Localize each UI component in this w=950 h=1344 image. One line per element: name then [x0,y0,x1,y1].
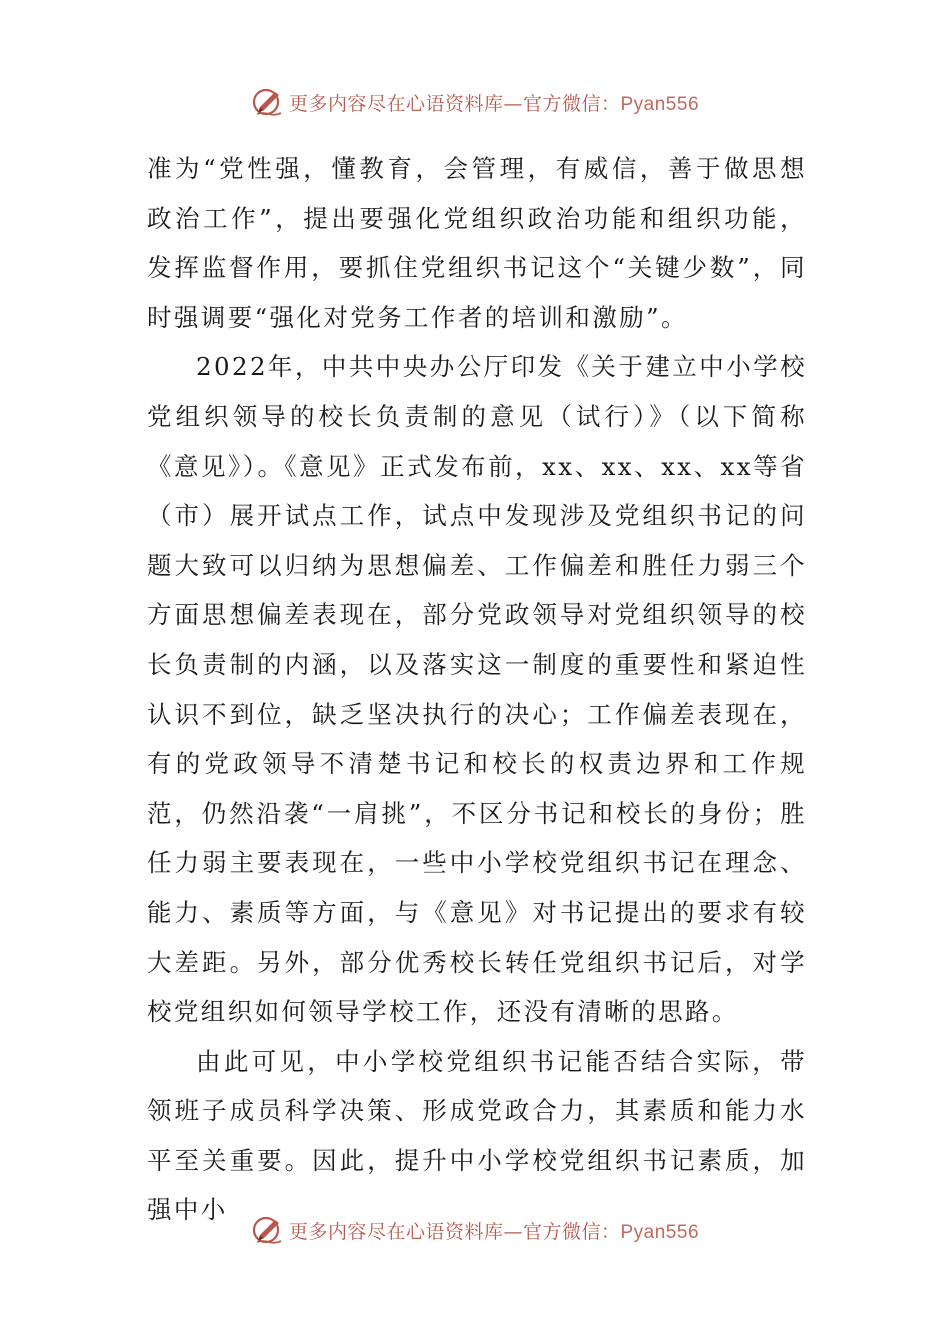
document-body [147,144,807,1235]
paragraph-1: 准为“党性强，懂教育，会管理，有威信，善于做思想政治工作”，提出要强化党组织政治功能和组织功能，发挥监督作用，要抓住党组织书记这个“关键少数”，同时强调要“强化对党务工作者的培训和激励”。 [147,154,807,332]
header-banner-text: 更多内容尽在心语资料库—官方微信：Pyan556 [288,92,700,115]
header-wechat-id: Pyan556 [620,93,700,115]
footer-wechat-id: Pyan556 [620,1221,700,1243]
footer-banner-text: 更多内容尽在心语资料库—官方微信：Pyan556 [288,1220,700,1243]
paragraph-3: 由此可见，中小学校党组织书记能否结合实际，带领班子成员科学决策、形成党政合力，其素质和能力水平至关重要。因此，提升中小学校党组织书记素质，加强中小 [147,1046,807,1225]
header-banner [0,82,950,122]
pen-logo-icon [251,1213,285,1247]
pen-logo-icon [251,85,285,119]
paragraph-2: 2022年，中共中央办公厅印发《关于建立中小学校党组织领导的校长负责制的意见（试行）》（以下简称《意见》）。《意见》正式发布前，xx、xx、xx、xx等省（市）展开试点工作，试点中发现涉及党组织书记的问题大致可以归纳为思想偏差、工作偏差和胜任力弱三个方面思想偏差表现在，部分党政领导对党组织领导的校长负责制的内涵，以及落实这一制度的重要性和紧迫性认识不到位，缺乏坚决执行的决心；工作偏差表现在，有的党政领导不清楚书记和校长的权责边界和工作规范，仍然沿袭“一肩挑”，不区分书记和校长的身份；胜任力弱主要表现在，一些中小学校党组织书记在理念、能力、素质等方面，与《意见》对书记提出的要求有较大差距。另外，部分优秀校长转任党组织书记后，对学校党组织如何领导学校工作，还没有清晰的思路。 [147,352,807,1027]
footer-banner [0,1210,950,1250]
